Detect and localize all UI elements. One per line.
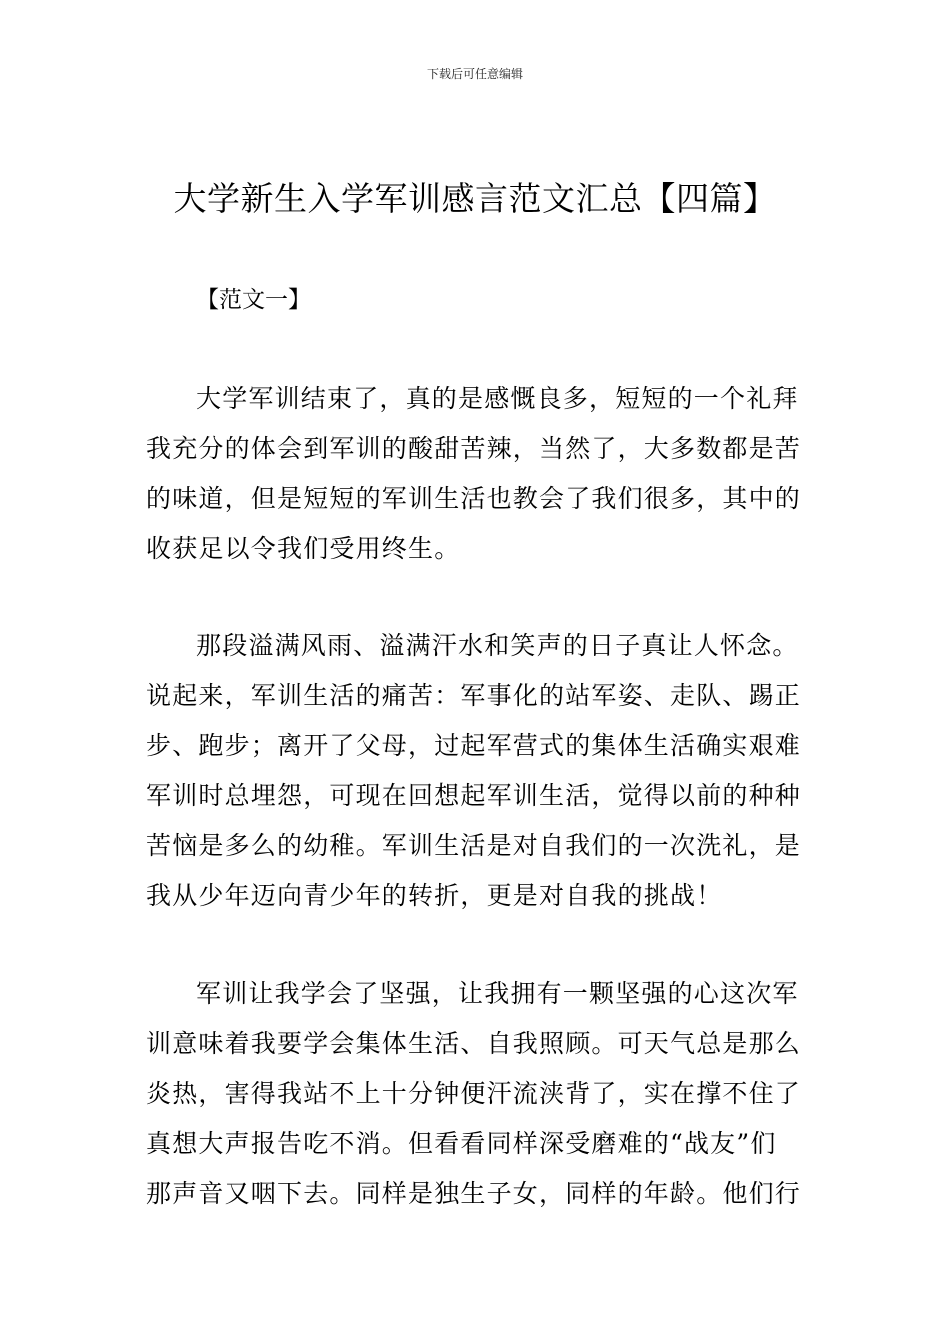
paragraph-line: 收获足以令我们受用终生。 [146,534,461,563]
paragraph-line: 炎热，害得我站不上十分钟便汗流浃背了，实在撑不住了 [146,1079,802,1108]
paragraph-line: 军训时总埋怨，可现在回想起军训生活，觉得以前的种种 [146,781,802,810]
paragraph-line: 大学军训结束了，真的是感慨良多，短短的一个礼拜 [196,384,799,413]
paragraph-line: 我从少年迈向青少年的转折，更是对自我的挑战！ [146,881,723,910]
paragraph-1 [146,374,806,574]
paragraph-2 [146,621,806,921]
paragraph-line: 那声音又咽下去。同样是独生子女，同样的年龄。他们行 [146,1179,802,1208]
document-title: 大学新生入学军训感言范文汇总【四篇】 [173,179,777,218]
paragraph-line: 真想大声报告吃不消。但看看同样深受磨难的“战友”们 [146,1129,777,1158]
header-note: 下载后可任意编辑 [426,67,523,81]
section-label: 【范文一】 [196,287,311,313]
paragraph-line: 那段溢满风雨、溢满汗水和笑声的日子真让人怀念。 [196,631,799,660]
paragraph-line: 苦恼是多么的幼稚。军训生活是对自我们的一次洗礼，是 [146,831,802,860]
paragraph-line: 我充分的体会到军训的酸甜苦辣，当然了，大多数都是苦 [146,434,802,463]
paragraph-line: 说起来，军训生活的痛苦：军事化的站军姿、走队、踢正 [146,681,802,710]
paragraph-3 [146,969,806,1219]
paragraph-line: 军训让我学会了坚强，让我拥有一颗坚强的心这次军 [196,979,799,1008]
paragraph-line: 步、跑步；离开了父母，过起军营式的集体生活确实艰难 [146,731,802,760]
paragraph-line: 的味道，但是短短的军训生活也教会了我们很多，其中的 [146,484,802,513]
paragraph-line: 训意味着我要学会集体生活、自我照顾。可天气总是那么 [146,1029,802,1058]
